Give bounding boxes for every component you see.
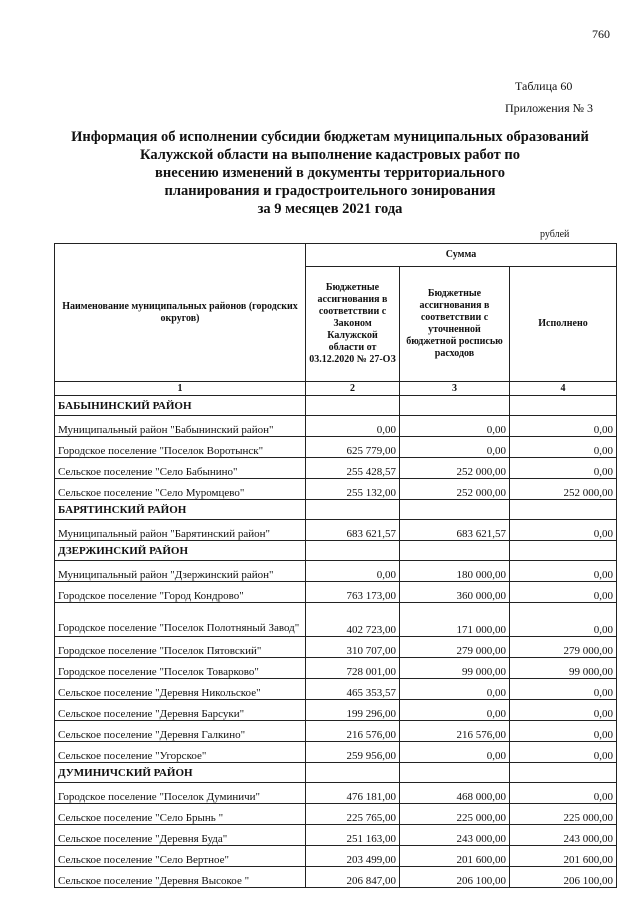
table-header xyxy=(55,244,617,396)
executed-value: 0,00 xyxy=(510,783,617,804)
refined-budget-value: 252 000,00 xyxy=(400,479,510,500)
empty-cell xyxy=(510,500,617,520)
refined-budget-value: 0,00 xyxy=(400,700,510,721)
law-budget-value: 199 296,00 xyxy=(306,700,400,721)
law-budget-value: 216 576,00 xyxy=(306,721,400,742)
page-number: 760 xyxy=(592,27,610,41)
title-line: планирования и градостроительного зонирования xyxy=(164,183,496,199)
municipality-name: Муниципальный район "Барятинский район" xyxy=(55,520,306,541)
municipality-name: Городское поселение "Поселок Полотняный Завод" xyxy=(55,603,306,637)
refined-budget-value: 0,00 xyxy=(400,416,510,437)
law-budget-value: 251 163,00 xyxy=(306,825,400,846)
law-budget-value: 0,00 xyxy=(306,561,400,582)
empty-cell xyxy=(400,541,510,561)
municipality-name: Сельское поселение "Деревня Никольское" xyxy=(55,679,306,700)
table-row xyxy=(55,437,617,458)
municipality-name: Сельское поселение "Деревня Буда" xyxy=(55,825,306,846)
title-line: Информация об исполнении субсидии бюджетам муниципальных образований xyxy=(71,129,589,145)
law-budget-value: 206 847,00 xyxy=(306,867,400,888)
district-name: ДЗЕРЖИНСКИЙ РАЙОН xyxy=(55,541,306,561)
law-budget-value: 310 707,00 xyxy=(306,637,400,658)
units-label: рублей xyxy=(540,229,570,240)
law-budget-value: 625 779,00 xyxy=(306,437,400,458)
law-budget-value: 465 353,57 xyxy=(306,679,400,700)
district-header-row xyxy=(55,396,617,416)
executed-value: 243 000,00 xyxy=(510,825,617,846)
empty-cell xyxy=(400,500,510,520)
executed-value: 0,00 xyxy=(510,458,617,479)
appendix-label: Приложения № 3 xyxy=(505,101,594,115)
law-budget-value: 259 956,00 xyxy=(306,742,400,763)
table-row xyxy=(55,458,617,479)
table-label: Таблица 60 xyxy=(515,79,573,93)
empty-cell xyxy=(510,763,617,783)
law-budget-value: 255 428,57 xyxy=(306,458,400,479)
empty-cell xyxy=(400,763,510,783)
municipality-name: Сельское поселение "Угорское" xyxy=(55,742,306,763)
executed-value: 0,00 xyxy=(510,561,617,582)
title-line: за 9 месяцев 2021 года xyxy=(257,201,403,217)
executed-value: 0,00 xyxy=(510,721,617,742)
executed-value: 206 100,00 xyxy=(510,867,617,888)
empty-cell xyxy=(400,396,510,416)
header-name-column: Наименование муниципальных районов (городских округов) xyxy=(55,244,306,382)
header-law-budget: Бюджетные ассигнования в соответствии с Законом Калужской области от 03.12.2020 № 27-ОЗ xyxy=(306,267,400,382)
municipality-name: Муниципальный район "Дзержинский район" xyxy=(55,561,306,582)
title-line: Калужской области на выполнение кадастровых работ по xyxy=(140,147,520,163)
table-row xyxy=(55,416,617,437)
district-header-row xyxy=(55,541,617,561)
executed-value: 0,00 xyxy=(510,416,617,437)
municipality-name: Сельское поселение "Деревня Барсуки" xyxy=(55,700,306,721)
table-row xyxy=(55,603,617,637)
municipality-name: Сельское поселение "Село Брынь " xyxy=(55,804,306,825)
executed-value: 225 000,00 xyxy=(510,804,617,825)
municipality-name: Сельское поселение "Деревня Галкино" xyxy=(55,721,306,742)
table-row xyxy=(55,804,617,825)
table-row xyxy=(55,721,617,742)
municipality-name: Сельское поселение "Село Муромцево" xyxy=(55,479,306,500)
law-budget-value: 763 173,00 xyxy=(306,582,400,603)
executed-value: 201 600,00 xyxy=(510,846,617,867)
municipality-name: Городское поселение "Город Кондрово" xyxy=(55,582,306,603)
empty-cell xyxy=(306,541,400,561)
municipality-name: Сельское поселение "Село Бабынино" xyxy=(55,458,306,479)
refined-budget-value: 0,00 xyxy=(400,679,510,700)
refined-budget-value: 468 000,00 xyxy=(400,783,510,804)
header-executed: Исполнено xyxy=(510,267,617,382)
table-body xyxy=(55,396,617,888)
table-row xyxy=(55,846,617,867)
executed-value: 0,00 xyxy=(510,520,617,541)
column-number: 2 xyxy=(306,382,400,396)
header-sum: Сумма xyxy=(306,244,617,267)
law-budget-value: 255 132,00 xyxy=(306,479,400,500)
refined-budget-value: 206 100,00 xyxy=(400,867,510,888)
table-row xyxy=(55,637,617,658)
refined-budget-value: 0,00 xyxy=(400,437,510,458)
table-row xyxy=(55,783,617,804)
district-name: ДУМИНИЧСКИЙ РАЙОН xyxy=(55,763,306,783)
table-row xyxy=(55,479,617,500)
refined-budget-value: 201 600,00 xyxy=(400,846,510,867)
refined-budget-value: 683 621,57 xyxy=(400,520,510,541)
empty-cell xyxy=(306,396,400,416)
empty-cell xyxy=(510,541,617,561)
column-number: 3 xyxy=(400,382,510,396)
municipality-name: Городское поселение "Поселок Думиничи" xyxy=(55,783,306,804)
table-row xyxy=(55,658,617,679)
table-row xyxy=(55,700,617,721)
executed-value: 0,00 xyxy=(510,437,617,458)
executed-value: 0,00 xyxy=(510,742,617,763)
refined-budget-value: 360 000,00 xyxy=(400,582,510,603)
municipality-name: Городское поселение "Поселок Товарково" xyxy=(55,658,306,679)
refined-budget-value: 99 000,00 xyxy=(400,658,510,679)
refined-budget-value: 252 000,00 xyxy=(400,458,510,479)
law-budget-value: 225 765,00 xyxy=(306,804,400,825)
table-row xyxy=(55,867,617,888)
executed-value: 0,00 xyxy=(510,603,617,637)
district-header-row xyxy=(55,763,617,783)
empty-cell xyxy=(306,500,400,520)
law-budget-value: 402 723,00 xyxy=(306,603,400,637)
law-budget-value: 683 621,57 xyxy=(306,520,400,541)
refined-budget-value: 0,00 xyxy=(400,742,510,763)
column-number: 1 xyxy=(55,382,306,396)
district-name: БАРЯТИНСКИЙ РАЙОН xyxy=(55,500,306,520)
executed-value: 0,00 xyxy=(510,679,617,700)
document-title xyxy=(60,128,600,218)
law-budget-value: 476 181,00 xyxy=(306,783,400,804)
refined-budget-value: 225 000,00 xyxy=(400,804,510,825)
refined-budget-value: 180 000,00 xyxy=(400,561,510,582)
subsidy-table xyxy=(54,243,617,888)
law-budget-value: 0,00 xyxy=(306,416,400,437)
table-row xyxy=(55,582,617,603)
executed-value: 99 000,00 xyxy=(510,658,617,679)
municipality-name: Городское поселение "Поселок Пятовский" xyxy=(55,637,306,658)
title-line: внесению изменений в документы территориального xyxy=(155,165,505,181)
refined-budget-value: 171 000,00 xyxy=(400,603,510,637)
column-number: 4 xyxy=(510,382,617,396)
table-row xyxy=(55,679,617,700)
district-name: БАБЫНИНСКИЙ РАЙОН xyxy=(55,396,306,416)
executed-value: 279 000,00 xyxy=(510,637,617,658)
table-row xyxy=(55,742,617,763)
municipality-name: Сельское поселение "Деревня Высокое " xyxy=(55,867,306,888)
empty-cell xyxy=(510,396,617,416)
municipality-name: Городское поселение "Поселок Воротынск" xyxy=(55,437,306,458)
header-column-numbers xyxy=(55,382,617,396)
executed-value: 252 000,00 xyxy=(510,479,617,500)
table-row xyxy=(55,520,617,541)
law-budget-value: 728 001,00 xyxy=(306,658,400,679)
empty-cell xyxy=(306,763,400,783)
executed-value: 0,00 xyxy=(510,700,617,721)
refined-budget-value: 243 000,00 xyxy=(400,825,510,846)
refined-budget-value: 279 000,00 xyxy=(400,637,510,658)
law-budget-value: 203 499,00 xyxy=(306,846,400,867)
refined-budget-value: 216 576,00 xyxy=(400,721,510,742)
header-refined-budget: Бюджетные ассигнования в соответствии с уточненной бюджетной росписью расходов xyxy=(400,267,510,382)
executed-value: 0,00 xyxy=(510,582,617,603)
table-row xyxy=(55,561,617,582)
district-header-row xyxy=(55,500,617,520)
municipality-name: Муниципальный район "Бабынинский район" xyxy=(55,416,306,437)
municipality-name: Сельское поселение "Село Вертное" xyxy=(55,846,306,867)
table-row xyxy=(55,825,617,846)
